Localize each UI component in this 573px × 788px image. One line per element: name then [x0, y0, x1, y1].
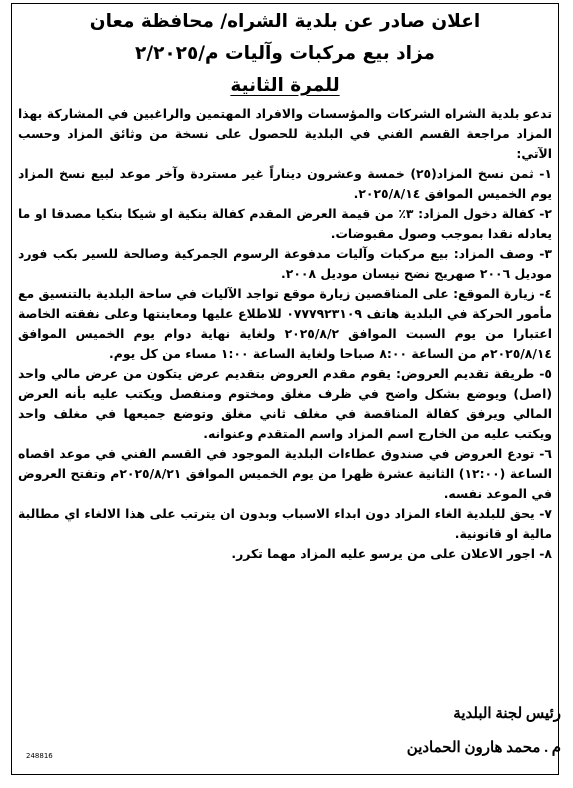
list-item-6: ٦- تودع العروض في صندوق عطاءات البلدية الموجود في القسم الفني في موعد اقصاه الساعة (١٢:٠٠) الثانية عشرة ظهرا من يوم الخميس الموافق ٢٠٢٥/٨/٢١م وتفتح العروض في الموعد نفسه.: [18, 446, 552, 501]
list-item-4: ٤- زيارة الموقع: على المناقصين زيارة موقع تواجد الآليات في ساحة البلدية بالتنسيق مع مأمور الحركة في البلدية هاتف ٠٧٧٧٩٢٣١٠٩ للاطلاع عليها ومعاينتها وعلى نفقته الخاصة اعتبارا من يوم السبت الموافق ٢٠٢٥/٨/٢ ولغاية نهاية دوام يوم الخميس الموافق ٢٠٢٥/٨/١٤م من الساعة ٨:٠٠ صباحا ولغاية الساعة ١:٠٠ مساء من كل يوم.: [18, 286, 552, 361]
list-item-8: ٨- اجور الاعلان على من يرسو عليه المزاد مهما تكرر.: [231, 546, 552, 561]
header-line-2: مزاد بيع مركبات وآليات م/٢/٢٠٢٥: [135, 43, 435, 64]
header-line-1: اعلان صادر عن بلدية الشراه/ محافظة معان: [89, 11, 481, 32]
list-item-5: ٥- طريقة تقديم العروض: يقوم مقدم العروض بتقديم عرض يتكون من عرض مالي واحد (اصل) ويوضع بشكل واضح في ظرف مغلق ومختوم ومنفصل ويكتب عليه بأنه العرض المالي ويرفق كفالة المناقصة في مغلف ثاني مغلق وتوضع جميعها في مغلف واحد ويكتب عليه من الخارج اسم المزاد واسم المتقدم وعنوانه.: [18, 366, 552, 441]
ad-code: 248816: [26, 752, 53, 760]
signature-name: م . محمد هارون الحمادين: [406, 740, 561, 756]
list-item-2: ٢- كفالة دخول المزاد: ٣٪ من قيمة العرض المقدم كفالة بنكية او شيكا بنكيا مصدقا او ما يعادله نقدا بموجب وصول مقبوضات.: [18, 206, 552, 241]
notice-body: [18, 6, 552, 564]
list-item-3: ٣- وصف المزاد: بيع مركبات وآليات مدفوعة الرسوم الجمركية وصالحة للسير بكب فورد موديل ٢٠٠٦ صهريج نضح نيسان موديل ٢٠٠٨.: [18, 246, 552, 281]
list-item-7: ٧- يحق للبلدية الغاء المزاد دون ابداء الاسباب وبدون ان يترتب على هذا الالغاء اي مطالبة مالية او قانونية.: [18, 506, 552, 541]
intro-paragraph: تدعو بلدية الشراه الشركات والمؤسسات والافراد المهتمين والراغبين في المشاركة بهذا المزاد مراجعة القسم الفني في البلدية للحصول على نسخة من وثائق المزاد وحسب الآتي:: [18, 106, 552, 161]
list-item-1: ١- ثمن نسخ المزاد(٢٥) خمسة وعشرون ديناراً غير مستردة وآخر موعد لبيع نسخ المزاد يوم الخميس الموافق ٢٠٢٥/٨/١٤.: [18, 166, 552, 201]
signature-title: رئيس لجنة البلدية: [453, 706, 561, 722]
header-line-3: للمرة الثانية: [230, 75, 340, 96]
